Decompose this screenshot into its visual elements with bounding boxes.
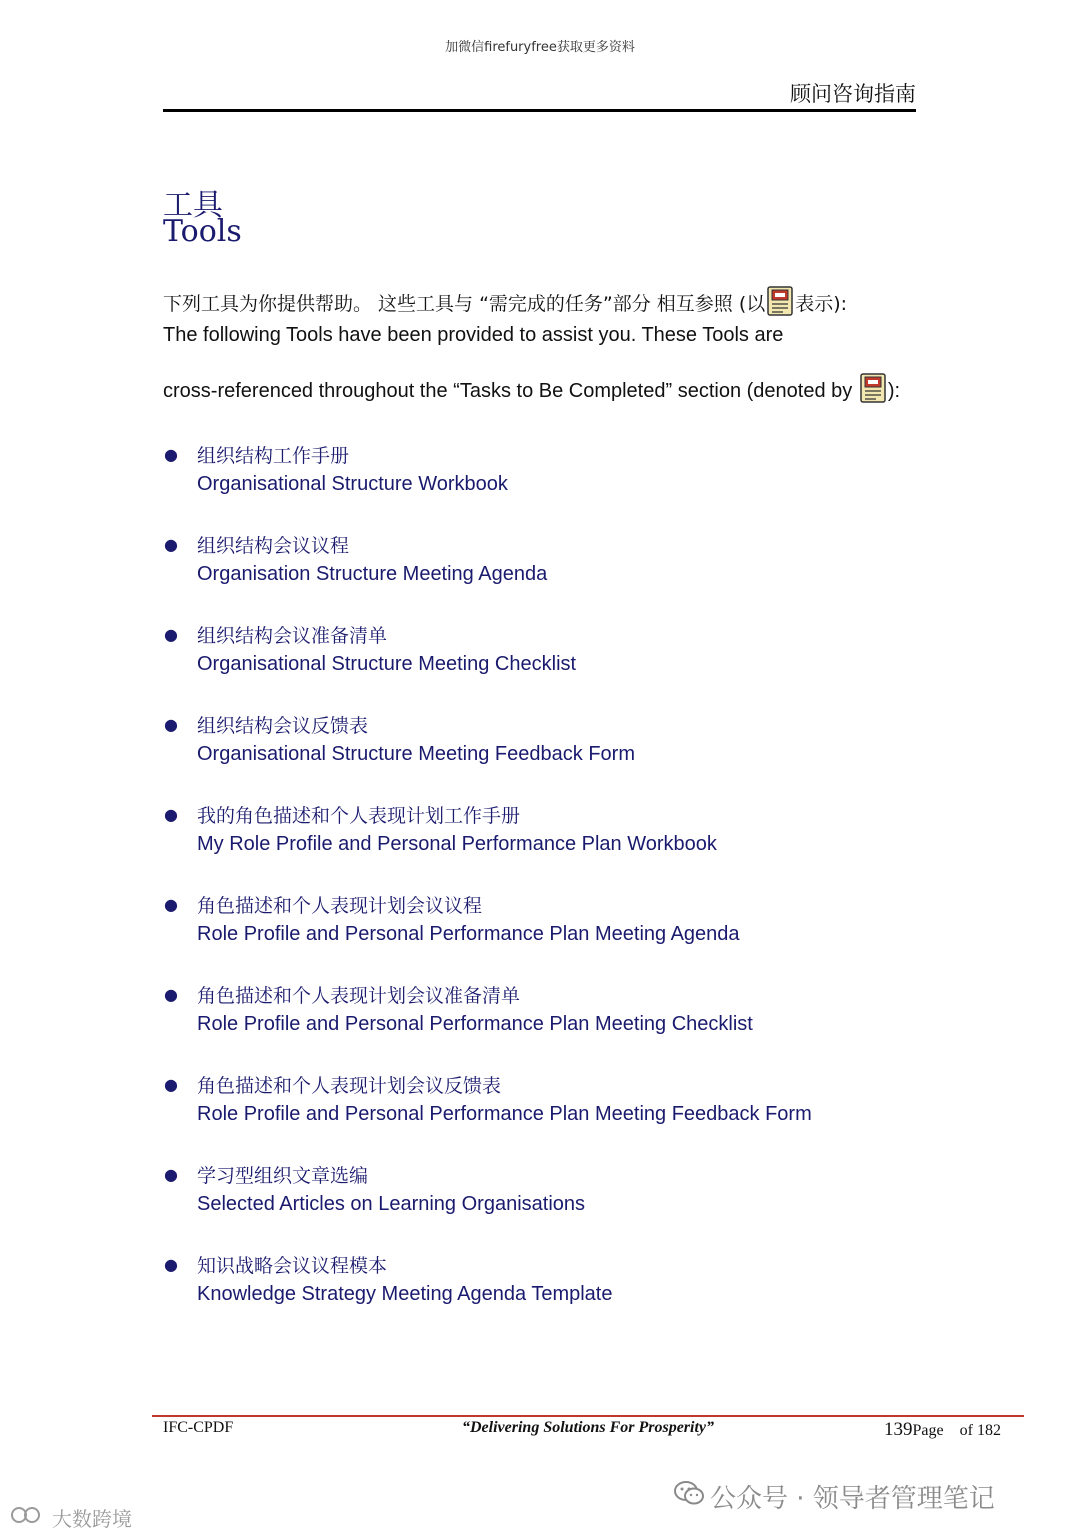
bullet-icon: ● xyxy=(164,535,178,554)
tool-list xyxy=(163,442,963,1342)
page-label: Page xyxy=(912,1422,944,1439)
intro-cn-tail: 表示): xyxy=(795,293,848,315)
bullet-icon: ● xyxy=(164,445,178,464)
tool-name-en: Role Profile and Personal Performance Plan Meeting Checklist xyxy=(197,1013,753,1035)
tool-name-en: Knowledge Strategy Meeting Agenda Template xyxy=(197,1283,613,1305)
list-item xyxy=(163,622,963,712)
bullet-icon: ● xyxy=(164,1075,178,1094)
list-item xyxy=(163,1252,963,1342)
tool-name-cn: 角色描述和个人表现计划会议议程 xyxy=(197,895,483,917)
list-item xyxy=(163,892,963,982)
list-item xyxy=(163,802,963,892)
list-item xyxy=(163,532,963,622)
bullet-icon: ● xyxy=(164,625,178,644)
tool-name-en: Role Profile and Personal Performance Plan Meeting Agenda xyxy=(197,923,740,945)
intro-en-line2 xyxy=(163,373,900,403)
footer-doc-code: IFC-CPDF xyxy=(163,1419,234,1436)
tool-name-cn: 知识战略会议议程模本 xyxy=(197,1255,388,1277)
logo-icon xyxy=(10,1504,46,1531)
intro-en-line1: The following Tools have been provided to assist you. These Tools are xyxy=(163,324,784,346)
tool-name-en: Role Profile and Personal Performance Plan Meeting Feedback Form xyxy=(197,1103,812,1125)
intro-cn-text: 下列工具为你提供帮助。 这些工具与 “需完成的任务”部分 相互参照 (以 xyxy=(163,293,766,315)
list-item xyxy=(163,1072,963,1162)
bullet-icon: ● xyxy=(164,1255,178,1274)
tool-name-cn: 我的角色描述和个人表现计划工作手册 xyxy=(197,805,521,827)
corner-watermark xyxy=(10,1503,132,1532)
tool-name-cn: 组织结构工作手册 xyxy=(197,445,350,467)
list-item xyxy=(163,1162,963,1252)
page-total: of 182 xyxy=(959,1422,1001,1439)
footer-page-info xyxy=(884,1419,1001,1441)
header-title: 顾问咨询指南 xyxy=(790,82,916,106)
top-note: 加微信firefuryfree获取更多资料 xyxy=(445,40,635,55)
page-number: 139 xyxy=(884,1419,913,1440)
tool-name-en: Organisational Structure Workbook xyxy=(197,473,508,495)
footer-rule xyxy=(152,1415,1024,1417)
intro-en-tail: ): xyxy=(887,380,901,402)
book-icon xyxy=(767,286,793,316)
wechat-watermark xyxy=(674,1478,995,1515)
tool-name-cn: 角色描述和个人表现计划会议反馈表 xyxy=(197,1075,502,1097)
book-icon xyxy=(860,373,886,403)
tool-name-en: Organisation Structure Meeting Agenda xyxy=(197,563,548,585)
tool-name-en: Organisational Structure Meeting Feedback Form xyxy=(197,743,635,765)
list-item xyxy=(163,442,963,532)
bullet-icon: ● xyxy=(164,985,178,1004)
bullet-icon: ● xyxy=(164,1165,178,1184)
footer-slogan: “Delivering Solutions For Prosperity” xyxy=(462,1419,715,1436)
tool-name-cn: 组织结构会议准备清单 xyxy=(197,625,388,647)
tool-name-cn: 组织结构会议议程 xyxy=(197,535,350,557)
list-item xyxy=(163,982,963,1072)
intro-en-text: cross-referenced throughout the “Tasks to Be Completed” section (denoted by xyxy=(163,380,853,402)
section-title-cn: 工具 xyxy=(163,188,223,223)
wechat-watermark-text: 公众号 · 领导者管理笔记 xyxy=(710,1484,995,1514)
header-rule xyxy=(163,109,916,112)
tool-name-cn: 学习型组织文章选编 xyxy=(197,1165,369,1187)
bullet-icon: ● xyxy=(164,895,178,914)
bullet-icon: ● xyxy=(164,715,178,734)
tool-name-en: Organisational Structure Meeting Checklist xyxy=(197,653,577,675)
tool-name-cn: 角色描述和个人表现计划会议准备清单 xyxy=(197,985,521,1007)
tool-name-en: Selected Articles on Learning Organisations xyxy=(197,1193,586,1215)
tool-name-cn: 组织结构会议反馈表 xyxy=(197,715,369,737)
bullet-icon: ● xyxy=(164,805,178,824)
corner-watermark-text: 大数跨境 xyxy=(52,1507,132,1531)
intro-cn xyxy=(163,286,847,316)
tool-name-en: My Role Profile and Personal Performance Plan Workbook xyxy=(197,833,717,855)
wechat-icon xyxy=(674,1480,704,1513)
list-item xyxy=(163,712,963,802)
section-title-en: Tools xyxy=(163,214,242,249)
